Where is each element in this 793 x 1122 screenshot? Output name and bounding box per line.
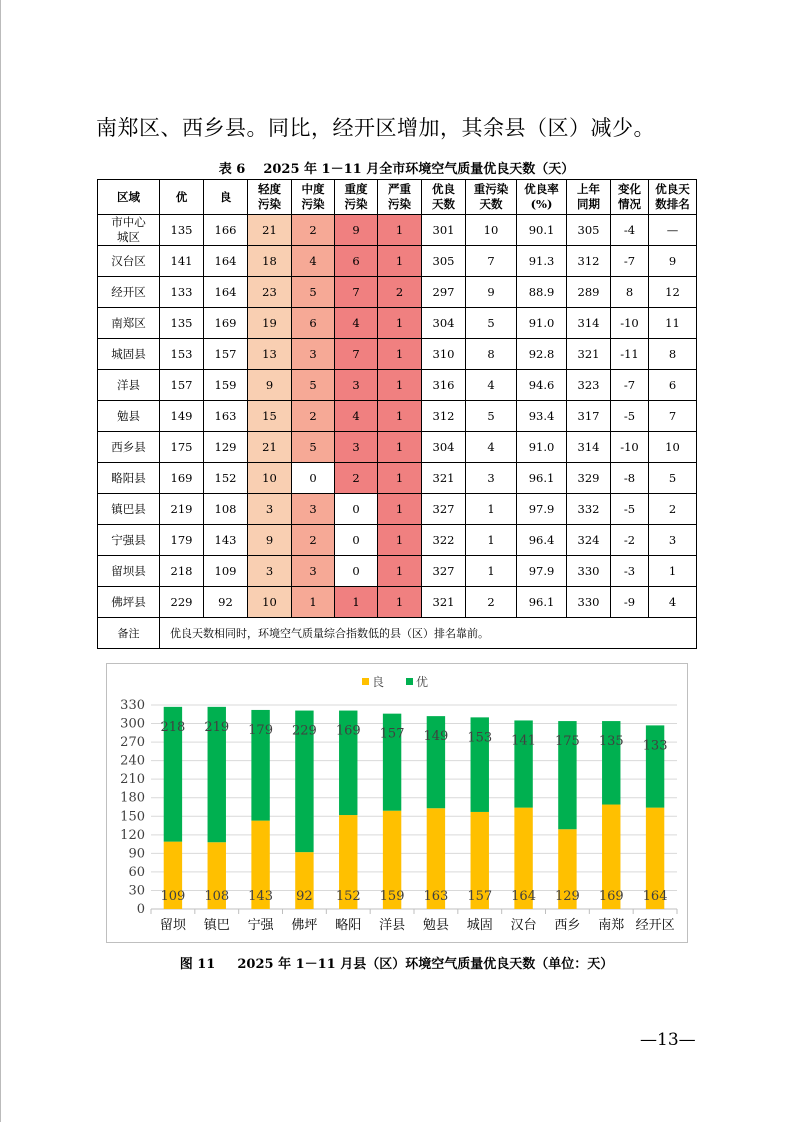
data-label-you: 219 xyxy=(204,719,230,735)
region-name-line: 城固县 xyxy=(111,346,146,361)
cell-rank: 7 xyxy=(649,401,697,432)
table-caption-title: 2025 年 1－11 月全市环境空气质量优良天数（天） xyxy=(263,162,575,177)
header-text-line: 污染 xyxy=(301,197,325,211)
header-text-line: 中度 xyxy=(301,182,325,196)
cell-heavy: 4 xyxy=(335,308,378,339)
cell-liang: 108 xyxy=(204,494,248,525)
cell-severe: 2 xyxy=(378,277,422,308)
x-category-label: 洋县 xyxy=(379,918,406,933)
cell-light: 10 xyxy=(248,587,292,618)
x-category-label: 镇巴 xyxy=(203,918,230,933)
air-quality-table xyxy=(97,179,697,649)
cell-heavy: 0 xyxy=(335,525,378,556)
x-category-label: 略阳 xyxy=(335,918,362,933)
cell-rate: 91.0 xyxy=(517,432,567,463)
table-header-cell xyxy=(204,180,248,215)
cell-light: 18 xyxy=(248,246,292,277)
cell-heavy: 6 xyxy=(335,246,378,277)
cell-last-year: 314 xyxy=(567,308,611,339)
cell-you: 218 xyxy=(160,556,204,587)
cell-liang: 109 xyxy=(204,556,248,587)
region-name-cell xyxy=(98,432,160,463)
region-name-line: 勉县 xyxy=(117,408,140,423)
table-row xyxy=(98,308,697,339)
data-label-you: 179 xyxy=(248,722,273,738)
legend-swatch-liang xyxy=(362,678,369,685)
cell-rate: 91.0 xyxy=(517,308,567,339)
legend-label-liang: 良 xyxy=(372,675,385,689)
x-category-label: 勉县 xyxy=(422,918,449,933)
cell-heavy-days: 1 xyxy=(466,556,517,587)
cell-last-year: 332 xyxy=(567,494,611,525)
cell-good-days: 321 xyxy=(422,463,466,494)
cell-liang: 166 xyxy=(204,215,248,246)
cell-moderate: 2 xyxy=(292,401,335,432)
table-header-cell xyxy=(378,180,422,215)
cell-liang: 129 xyxy=(204,432,248,463)
y-tick-label: 210 xyxy=(120,772,145,788)
cell-good-days: 321 xyxy=(422,587,466,618)
data-label-liang: 109 xyxy=(160,889,186,904)
cell-rank: 11 xyxy=(649,308,697,339)
cell-light: 21 xyxy=(248,215,292,246)
data-label-you: 175 xyxy=(555,734,580,750)
cell-last-year: 323 xyxy=(567,370,611,401)
data-label-you: 229 xyxy=(292,723,317,739)
cell-you: 175 xyxy=(160,432,204,463)
cell-heavy: 9 xyxy=(335,215,378,246)
cell-rank: 3 xyxy=(649,525,697,556)
region-name-cell xyxy=(98,587,160,618)
region-name-line: 佛坪县 xyxy=(111,594,146,609)
table-header-cell xyxy=(611,180,649,215)
region-name-cell xyxy=(98,556,160,587)
cell-you: 179 xyxy=(160,525,204,556)
data-label-liang: 159 xyxy=(379,889,405,904)
cell-good-days: 316 xyxy=(422,370,466,401)
table-row xyxy=(98,556,697,587)
header-text-line: 污染 xyxy=(388,197,411,211)
table-header-cell xyxy=(292,180,335,215)
region-name-line: 南郑区 xyxy=(111,315,146,330)
cell-moderate: 5 xyxy=(292,277,335,308)
data-label-you: 135 xyxy=(598,734,624,750)
cell-liang: 92 xyxy=(204,587,248,618)
table-header-cell xyxy=(98,180,160,215)
cell-liang: 152 xyxy=(204,463,248,494)
y-tick-label: 0 xyxy=(136,902,145,917)
table-row xyxy=(98,370,697,401)
header-text-line: 天数 xyxy=(432,197,455,211)
cell-rank: 6 xyxy=(649,370,697,401)
cell-heavy: 3 xyxy=(335,432,378,463)
cell-light: 9 xyxy=(248,370,292,401)
header-text-line: 变化 xyxy=(618,182,641,196)
y-tick-label: 330 xyxy=(120,698,145,713)
cell-light: 10 xyxy=(248,463,292,494)
region-name-line: 镇巴县 xyxy=(111,501,146,516)
region-name-cell xyxy=(98,370,160,401)
header-text-line: 数排名 xyxy=(655,197,690,211)
region-name-cell xyxy=(98,277,160,308)
cell-moderate: 5 xyxy=(292,432,335,463)
cell-heavy-days: 8 xyxy=(466,339,517,370)
cell-rate: 96.1 xyxy=(517,463,567,494)
cell-you: 135 xyxy=(160,215,204,246)
region-name-cell xyxy=(98,246,160,277)
cell-last-year: 317 xyxy=(567,401,611,432)
cell-good-days: 312 xyxy=(422,401,466,432)
region-name-cell xyxy=(98,525,160,556)
stacked-bar-chart xyxy=(107,664,687,942)
table-caption xyxy=(0,158,793,177)
table-header-cell xyxy=(649,180,697,215)
region-name-cell xyxy=(98,308,160,339)
table-row xyxy=(98,339,697,370)
cell-heavy: 3 xyxy=(335,370,378,401)
header-text-line: 优良率 xyxy=(524,182,559,196)
cell-heavy-days: 2 xyxy=(466,587,517,618)
y-tick-label: 60 xyxy=(128,864,145,880)
cell-you: 219 xyxy=(160,494,204,525)
cell-severe: 1 xyxy=(378,463,422,494)
cell-last-year: 305 xyxy=(567,215,611,246)
cell-rank: 12 xyxy=(649,277,697,308)
cell-light: 9 xyxy=(248,525,292,556)
cell-you: 169 xyxy=(160,463,204,494)
data-label-you: 133 xyxy=(642,738,668,754)
y-tick-label: 180 xyxy=(120,790,145,806)
cell-good-days: 301 xyxy=(422,215,466,246)
y-tick-label: 240 xyxy=(120,753,145,769)
data-label-liang: 129 xyxy=(555,889,580,904)
cell-rank: 9 xyxy=(649,246,697,277)
cell-light: 19 xyxy=(248,308,292,339)
x-category-label: 佛坪 xyxy=(291,918,318,933)
cell-last-year: 330 xyxy=(567,556,611,587)
cell-light: 21 xyxy=(248,432,292,463)
cell-light: 23 xyxy=(248,277,292,308)
cell-change: -8 xyxy=(611,463,649,494)
region-name-line: 留坝县 xyxy=(111,563,146,578)
region-name-line: 城区 xyxy=(117,230,140,244)
cell-heavy: 0 xyxy=(335,556,378,587)
cell-severe: 1 xyxy=(378,587,422,618)
table-header-cell xyxy=(248,180,292,215)
cell-good-days: 304 xyxy=(422,432,466,463)
cell-heavy: 2 xyxy=(335,463,378,494)
chart-container xyxy=(106,663,688,943)
cell-good-days: 310 xyxy=(422,339,466,370)
cell-severe: 1 xyxy=(378,339,422,370)
data-label-you: 141 xyxy=(511,733,536,749)
x-category-label: 城固 xyxy=(466,918,493,933)
header-text-line: 情况 xyxy=(618,197,641,211)
region-name-cell xyxy=(98,494,160,525)
x-category-label: 宁强 xyxy=(247,918,274,933)
region-name-line: 经开区 xyxy=(111,284,146,299)
x-category-label: 西乡 xyxy=(554,918,581,933)
cell-heavy-days: 4 xyxy=(466,432,517,463)
cell-moderate: 3 xyxy=(292,339,335,370)
cell-severe: 1 xyxy=(378,215,422,246)
table-row xyxy=(98,587,697,618)
cell-light: 3 xyxy=(248,494,292,525)
cell-change: -7 xyxy=(611,370,649,401)
cell-light: 3 xyxy=(248,556,292,587)
table-header-cell xyxy=(517,180,567,215)
cell-rank: 10 xyxy=(649,432,697,463)
data-label-liang: 164 xyxy=(642,889,668,904)
cell-heavy-days: 4 xyxy=(466,370,517,401)
cell-rank: 4 xyxy=(649,587,697,618)
cell-light: 15 xyxy=(248,401,292,432)
cell-rate: 96.4 xyxy=(517,525,567,556)
region-name-cell xyxy=(98,339,160,370)
cell-moderate: 2 xyxy=(292,215,335,246)
legend-label-you: 优 xyxy=(416,675,429,689)
cell-liang: 164 xyxy=(204,277,248,308)
cell-change: -2 xyxy=(611,525,649,556)
table-header-cell xyxy=(567,180,611,215)
header-text-line: 上年 xyxy=(577,182,600,196)
table-row xyxy=(98,277,697,308)
header-text-line: 重污染 xyxy=(473,182,509,196)
cell-severe: 1 xyxy=(378,432,422,463)
cell-good-days: 327 xyxy=(422,556,466,587)
cell-rate: 96.1 xyxy=(517,587,567,618)
cell-you: 229 xyxy=(160,587,204,618)
cell-moderate: 1 xyxy=(292,587,335,618)
cell-change: -3 xyxy=(611,556,649,587)
region-name-cell xyxy=(98,463,160,494)
cell-change: -11 xyxy=(611,339,649,370)
header-text-line: 同期 xyxy=(577,197,600,211)
cell-change: -10 xyxy=(611,308,649,339)
cell-moderate: 6 xyxy=(292,308,335,339)
cell-liang: 164 xyxy=(204,246,248,277)
cell-severe: 1 xyxy=(378,525,422,556)
header-text-line: (%) xyxy=(530,197,553,211)
table-header-cell xyxy=(466,180,517,215)
cell-change: -10 xyxy=(611,432,649,463)
region-name-line: 市中心 xyxy=(111,215,146,229)
cell-last-year: 312 xyxy=(567,246,611,277)
table-row xyxy=(98,215,697,246)
cell-heavy: 4 xyxy=(335,401,378,432)
cell-good-days: 327 xyxy=(422,494,466,525)
cell-liang: 163 xyxy=(204,401,248,432)
x-category-label: 南郑 xyxy=(598,918,625,933)
y-tick-label: 90 xyxy=(128,846,145,862)
header-text-line: 天数 xyxy=(479,197,503,211)
cell-good-days: 305 xyxy=(422,246,466,277)
cell-rate: 91.3 xyxy=(517,246,567,277)
data-label-liang: 108 xyxy=(204,889,230,904)
y-tick-label: 150 xyxy=(120,809,145,825)
cell-change: 8 xyxy=(611,277,649,308)
cell-you: 157 xyxy=(160,370,204,401)
region-name-line: 西乡县 xyxy=(111,439,146,454)
region-name-line: 汉台区 xyxy=(111,253,146,268)
cell-you: 141 xyxy=(160,246,204,277)
header-text-line: 轻度 xyxy=(258,182,281,196)
cell-last-year: 321 xyxy=(567,339,611,370)
cell-good-days: 322 xyxy=(422,525,466,556)
cell-severe: 1 xyxy=(378,246,422,277)
data-label-liang: 169 xyxy=(598,889,624,904)
data-label-liang: 163 xyxy=(423,889,449,904)
legend-swatch-you xyxy=(406,678,413,685)
table-row xyxy=(98,432,697,463)
table-header-cell xyxy=(160,180,204,215)
region-name-cell xyxy=(98,401,160,432)
data-label-liang: 157 xyxy=(467,889,493,904)
intro-paragraph: 南郑区、西乡县。同比，经开区增加，其余县（区）减少。 xyxy=(96,116,655,140)
page-number: —13— xyxy=(640,1030,696,1050)
figure-caption-label: 图 11 xyxy=(179,957,216,972)
cell-good-days: 297 xyxy=(422,277,466,308)
table-row xyxy=(98,401,697,432)
cell-rate: 90.1 xyxy=(517,215,567,246)
table-header-row xyxy=(98,180,697,215)
data-label-you: 157 xyxy=(379,726,405,742)
y-tick-label: 270 xyxy=(120,735,145,751)
cell-rank: — xyxy=(649,215,697,246)
cell-severe: 1 xyxy=(378,494,422,525)
cell-heavy-days: 5 xyxy=(466,401,517,432)
cell-severe: 1 xyxy=(378,556,422,587)
cell-light: 13 xyxy=(248,339,292,370)
cell-heavy-days: 1 xyxy=(466,494,517,525)
header-text-line: 污染 xyxy=(258,197,281,211)
y-tick-label: 120 xyxy=(120,827,145,843)
cell-change: -7 xyxy=(611,246,649,277)
cell-last-year: 314 xyxy=(567,432,611,463)
cell-you: 135 xyxy=(160,308,204,339)
figure-caption-title: 2025 年 1－11 月县（区）环境空气质量优良天数（单位：天） xyxy=(237,957,614,972)
cell-heavy-days: 1 xyxy=(466,525,517,556)
cell-change: -9 xyxy=(611,587,649,618)
header-text-line: 优良天 xyxy=(655,182,690,196)
cell-you: 149 xyxy=(160,401,204,432)
cell-you: 153 xyxy=(160,339,204,370)
region-name-line: 宁强县 xyxy=(111,532,146,547)
data-label-liang: 164 xyxy=(511,889,536,904)
cell-rate: 92.8 xyxy=(517,339,567,370)
cell-moderate: 0 xyxy=(292,463,335,494)
header-text-line: 重度 xyxy=(344,182,368,196)
cell-heavy: 1 xyxy=(335,587,378,618)
header-text-line: 优良 xyxy=(432,182,455,196)
data-label-you: 169 xyxy=(335,723,361,739)
cell-change: -5 xyxy=(611,401,649,432)
cell-last-year: 289 xyxy=(567,277,611,308)
cell-rate: 97.9 xyxy=(517,494,567,525)
figure-caption xyxy=(0,953,793,972)
cell-liang: 159 xyxy=(204,370,248,401)
cell-last-year: 324 xyxy=(567,525,611,556)
table-header-cell xyxy=(335,180,378,215)
cell-severe: 1 xyxy=(378,308,422,339)
table-row xyxy=(98,463,697,494)
cell-rank: 5 xyxy=(649,463,697,494)
table-row xyxy=(98,525,697,556)
cell-last-year: 330 xyxy=(567,587,611,618)
header-text-line: 良 xyxy=(219,189,232,204)
cell-liang: 169 xyxy=(204,308,248,339)
cell-rank: 8 xyxy=(649,339,697,370)
cell-rate: 88.9 xyxy=(517,277,567,308)
table-row xyxy=(98,246,697,277)
x-category-label: 留坝 xyxy=(159,918,186,933)
header-text-line: 区域 xyxy=(117,189,140,204)
x-category-label: 汉台 xyxy=(510,918,537,933)
cell-moderate: 3 xyxy=(292,556,335,587)
cell-rank: 2 xyxy=(649,494,697,525)
cell-change: -5 xyxy=(611,494,649,525)
cell-liang: 143 xyxy=(204,525,248,556)
cell-liang: 157 xyxy=(204,339,248,370)
cell-last-year: 329 xyxy=(567,463,611,494)
table-row xyxy=(98,494,697,525)
data-label-liang: 92 xyxy=(296,889,313,904)
cell-heavy-days: 5 xyxy=(466,308,517,339)
cell-moderate: 2 xyxy=(292,525,335,556)
cell-rank: 1 xyxy=(649,556,697,587)
cell-severe: 1 xyxy=(378,370,422,401)
cell-severe: 1 xyxy=(378,401,422,432)
data-label-you: 218 xyxy=(160,719,186,735)
cell-change: -4 xyxy=(611,215,649,246)
data-label-you: 149 xyxy=(423,729,449,745)
cell-rate: 93.4 xyxy=(517,401,567,432)
header-text-line: 优 xyxy=(175,189,188,204)
region-name-line: 略阳县 xyxy=(111,470,146,485)
note-text: 优良天数相同时，环境空气质量综合指数低的县（区）排名靠前。 xyxy=(160,618,697,649)
y-tick-label: 300 xyxy=(120,716,145,732)
region-name-line: 洋县 xyxy=(117,377,140,392)
cell-moderate: 4 xyxy=(292,246,335,277)
header-text-line: 严重 xyxy=(388,182,411,196)
region-name-cell xyxy=(98,215,160,246)
cell-rate: 94.6 xyxy=(517,370,567,401)
cell-moderate: 3 xyxy=(292,494,335,525)
data-label-liang: 143 xyxy=(248,889,273,904)
cell-heavy-days: 3 xyxy=(466,463,517,494)
cell-heavy: 7 xyxy=(335,277,378,308)
note-label: 备注 xyxy=(98,618,160,649)
table-caption-label: 表 6 xyxy=(218,162,246,177)
table-note-row xyxy=(98,618,697,649)
cell-heavy-days: 10 xyxy=(466,215,517,246)
x-category-label: 经开区 xyxy=(635,918,675,933)
cell-heavy-days: 9 xyxy=(466,277,517,308)
cell-good-days: 304 xyxy=(422,308,466,339)
data-label-liang: 152 xyxy=(335,889,361,904)
cell-moderate: 5 xyxy=(292,370,335,401)
cell-rate: 97.9 xyxy=(517,556,567,587)
cell-heavy: 0 xyxy=(335,494,378,525)
y-tick-label: 30 xyxy=(128,883,145,899)
cell-you: 133 xyxy=(160,277,204,308)
header-text-line: 污染 xyxy=(344,197,368,211)
data-label-you: 153 xyxy=(467,730,493,746)
table-header-cell xyxy=(422,180,466,215)
cell-heavy-days: 7 xyxy=(466,246,517,277)
cell-heavy: 7 xyxy=(335,339,378,370)
